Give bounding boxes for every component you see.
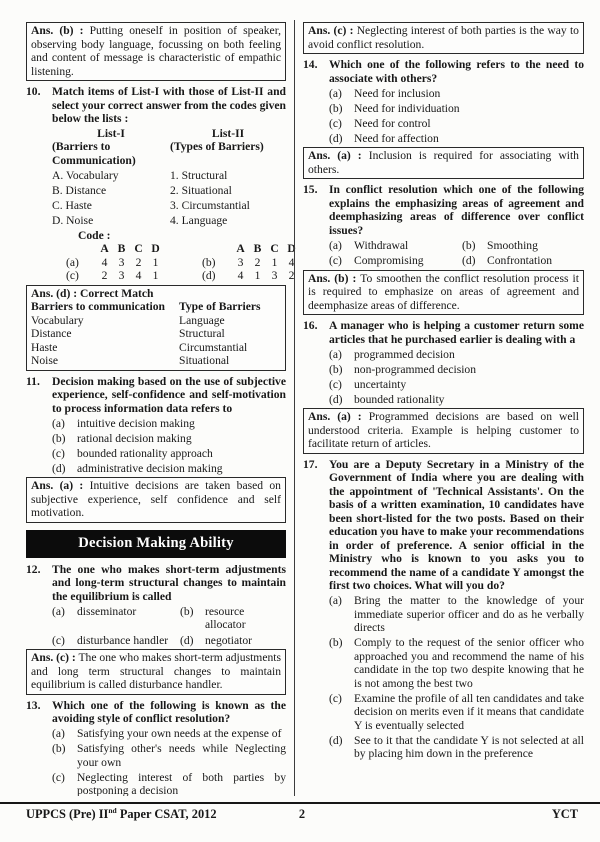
answer-box-q9: [26, 22, 286, 81]
option-key: (c): [52, 446, 65, 460]
option-text: programmed decision: [354, 347, 455, 361]
option-key: (b): [52, 431, 66, 445]
option: [329, 393, 584, 407]
answer-box-q14: [303, 147, 584, 179]
list2-title: List-II: [211, 126, 245, 140]
code-label: Code :: [78, 228, 111, 242]
option: [180, 605, 286, 632]
question-number: 16.: [303, 319, 318, 332]
option: [329, 117, 584, 131]
match-lists: [26, 126, 296, 283]
match-table-row: Distance Structural: [31, 327, 225, 340]
option: [52, 634, 180, 648]
option-key: (a): [52, 604, 65, 618]
answer-label: Ans. (a) :: [308, 410, 362, 423]
options-q14: [303, 87, 584, 146]
question-text: Match items of List-I with those of List-II and select your correct answer from the codes given below the lists :: [52, 85, 286, 125]
question-text: You are a Deputy Secretary in a Ministry of the Government of India where you are dealing with the appointment of 'Technical Assistants'. On the basis of a written examination, 10 candidates have been short-listed for the two posts. Based on their education you have to make your recommendations in order of preference. A senior official in the Ministry who is known to you asks you to recommend the name of a candidate Y amongst the first two choices. What will you do?: [329, 457, 584, 592]
option-text: Compromising: [354, 254, 424, 267]
options-q11: [26, 417, 286, 476]
question-17: [303, 458, 584, 593]
list1-item: A. Vocabulary: [52, 169, 119, 182]
option-key: (a): [52, 727, 65, 740]
list2-item: 3. Circumstantial: [170, 199, 250, 212]
option: [329, 102, 584, 116]
option: [329, 348, 584, 362]
question-number: 12.: [26, 562, 41, 576]
answer-text: Putting oneself in position of speaker, observing body language, focussing on both feeling and content of message is characteristic of empathic listening.: [31, 24, 281, 78]
option: [52, 742, 286, 769]
match-table-row: Haste Circumstantial: [31, 340, 248, 354]
answer-box-q16: [303, 408, 584, 454]
option-text: resource allocator: [205, 604, 246, 631]
question-14: [303, 58, 584, 85]
option-key: (a): [329, 86, 342, 100]
answer-box-q11: [26, 477, 286, 523]
options-q15: [303, 239, 584, 268]
answer-text: The one who makes short-term adjustments and long term structural changes to maintain equilibrium is called disturbance handler.: [31, 651, 281, 691]
option-text: Withdrawal: [354, 238, 409, 252]
question-10: [26, 85, 286, 126]
question-16: [303, 319, 584, 346]
question-text: A manager who is helping a customer return some articles that he purchased earlier is dealing with a: [329, 319, 584, 346]
footer-publisher: YCT: [551, 807, 578, 821]
option: [329, 734, 584, 761]
list1-title: List-I: [97, 126, 125, 140]
option-text: Confrontation: [487, 254, 553, 267]
answer-label: Ans. (d) : Correct Match: [31, 286, 154, 300]
option-key: (b): [462, 238, 476, 252]
match-table-row: Noise Situational: [31, 354, 230, 367]
answer-box-q15: [303, 270, 584, 316]
option-key: (c): [329, 254, 342, 267]
option: [329, 87, 584, 101]
option-text: administrative decision making: [77, 461, 223, 475]
option-key: (b): [329, 101, 343, 115]
list2-subtitle: (Types of Barriers): [170, 140, 264, 153]
options-q16: [303, 348, 584, 407]
code-row-a-b: [52, 255, 295, 270]
option-key: (d): [329, 733, 343, 747]
option: [52, 605, 180, 632]
option: [329, 636, 584, 690]
match-table-row: Vocabulary Language: [31, 313, 225, 327]
question-text: The one who makes short-term adjustments and long-term structural changes to maintain the equilibrium is called: [52, 562, 286, 603]
answer-label: Ans. (a) :: [31, 479, 84, 492]
answer-text: Intuitive decisions are taken based on subjective experience, self confidence and self motivation.: [31, 479, 281, 519]
option-text: bounded rationality: [354, 392, 445, 406]
two-column-layout: [26, 20, 584, 796]
option-text: disturbance handler: [77, 633, 169, 647]
answer-label: Ans. (b) :: [308, 271, 357, 285]
page-number: 2: [298, 807, 306, 821]
option: [329, 254, 462, 268]
code-option-b: (b) 3 2 1 4: [202, 255, 295, 269]
list-items: [52, 169, 286, 228]
footer-superscript: nd: [108, 805, 117, 815]
option-text: Examine the profile of all ten candidates and take decision on merits even if it means that candidate Y is eventually selected: [354, 691, 584, 732]
code-option-a: (a) 4 3 2 1: [66, 255, 159, 269]
right-column: [294, 20, 584, 796]
option: [329, 594, 584, 635]
option-key: (c): [329, 691, 342, 705]
list-subtitles-2: [52, 154, 286, 168]
page-footer: [0, 802, 600, 822]
option-key: (c): [329, 377, 342, 391]
option-key: (b): [329, 636, 343, 649]
option-text: Need for affection: [354, 131, 439, 145]
footer-paper-title: UPPCS (Pre) IInd Paper CSAT, 2012: [26, 805, 217, 821]
option-key: (b): [329, 362, 343, 376]
answer-text: Inclusion is required for associating with others.: [308, 149, 579, 176]
option-text: negotiator: [205, 633, 253, 647]
option-text: Neglecting interest of both parties by postponing a decision: [77, 770, 286, 796]
option-text: bounded rationality approach: [77, 446, 213, 460]
list1-item: D. Noise: [52, 214, 94, 227]
question-text: Decision making based on the use of subjective experience, self-confidence and self-motivation to process information data refers to: [52, 374, 286, 415]
question-number: 13.: [26, 698, 41, 712]
option: [52, 432, 286, 446]
option: [329, 239, 462, 253]
code-option-c: (c) 2 3 4 1: [66, 269, 159, 282]
option-key: (d): [329, 392, 343, 406]
option: [52, 417, 286, 431]
option: [329, 378, 584, 392]
question-number: 10.: [26, 85, 41, 98]
option-key: (c): [52, 770, 65, 784]
code-header-row: [52, 242, 296, 256]
option-key: (d): [180, 633, 194, 647]
code-option-d: (d) 4 1 3 2: [202, 269, 295, 282]
code-header-group-1: A B C D: [100, 242, 160, 255]
option: [329, 692, 584, 733]
answer-label: Ans. (b) :: [31, 24, 84, 37]
question-number: 17.: [303, 457, 318, 471]
answer-label: Ans. (c) :: [31, 651, 76, 664]
question-number: 11.: [26, 374, 40, 388]
list2-item: 1. Structural: [170, 169, 228, 182]
left-column: [26, 20, 294, 796]
option-text: Satisfying your own needs at the expense of: [77, 727, 282, 740]
option-key: (c): [52, 633, 65, 647]
option-text: non-programmed decision: [354, 362, 477, 376]
option-key: (d): [462, 254, 476, 267]
section-banner: Decision Making Ability: [26, 530, 286, 558]
option: [52, 462, 286, 476]
list2-item: 4. Language: [170, 214, 228, 227]
option-text: Need for inclusion: [354, 86, 441, 100]
option-text: See to it that the candidate Y is not selected at all by placing him down in the preference: [354, 733, 584, 760]
question-text: In conflict resolution which one of the following explains the emphasizing areas of agreement and deemphasizing areas of difference over conflict issues?: [329, 183, 584, 237]
option-key: (a): [329, 238, 342, 252]
match-table-header: Barriers to communication Type of Barriers: [31, 300, 261, 313]
code-row-c-d: [52, 269, 295, 283]
question-12: [26, 563, 286, 604]
option-text: Smoothing: [487, 238, 538, 252]
question-number: 15.: [303, 183, 318, 196]
answer-label: Ans. (c) :: [308, 24, 354, 37]
option: [52, 771, 286, 797]
answer-text: Programmed decisions are based on well understood criteria. Example is helping customer to facilitate return of articles.: [308, 410, 579, 450]
option-key: (d): [52, 461, 66, 475]
answer-text: To smoothen the conflict resolution process it is required to emphasize on areas of agreement and deemphasize areas of difference.: [308, 271, 579, 312]
answer-text: Neglecting interest of both parties is the way to avoid conflict resolution.: [308, 24, 579, 51]
option-text: disseminator: [77, 604, 137, 618]
list1-subtitle-line2: Communication): [52, 153, 136, 167]
option-text: rational decision making: [77, 431, 192, 445]
option-text: Bring the matter to the knowledge of your immediate superior officer and do as he verbally directs: [354, 594, 584, 634]
option: [180, 634, 286, 648]
question-text: Which one of the following is known as the avoiding style of conflict resolution?: [52, 698, 286, 725]
option: [329, 132, 584, 146]
option: [52, 727, 286, 741]
option-text: intuitive decision making: [77, 416, 195, 430]
question-11: [26, 375, 286, 416]
option: [52, 447, 286, 461]
list2-item: 2. Situational: [170, 184, 232, 197]
option-text: Need for individuation: [354, 101, 460, 115]
option-key: (b): [180, 604, 194, 618]
option: [329, 363, 584, 377]
answer-label: Ans. (a) :: [308, 149, 362, 162]
list1-item: C. Haste: [52, 199, 92, 212]
option-key: (d): [329, 131, 343, 145]
option-key: (a): [329, 594, 342, 607]
question-text: Which one of the following refers to the need to associate with others?: [329, 58, 584, 85]
question-15: [303, 183, 584, 237]
list-titles: [52, 127, 286, 141]
option-text: Comply to the request of the senior officer who approached you and recommend the name of his candidate in the top two despite knowing that he is not among the best two: [354, 636, 584, 690]
option-text: uncertainty: [354, 377, 407, 391]
option-key: (a): [52, 416, 65, 430]
option-key: (c): [329, 116, 342, 130]
list1-item: B. Distance: [52, 184, 107, 197]
options-q12: [26, 605, 286, 648]
option-text: Need for control: [354, 116, 431, 130]
option-key: (a): [329, 347, 342, 361]
option: [462, 254, 584, 268]
option: [462, 239, 584, 253]
option-text: Satisfying other's needs while Neglecting your own: [77, 742, 286, 769]
question-number: 14.: [303, 58, 318, 71]
list1-subtitle-line1: (Barriers to: [52, 140, 111, 153]
option-key: (b): [52, 742, 66, 755]
list-subtitles: [52, 140, 286, 154]
options-q13: [26, 727, 286, 796]
options-q17: [303, 594, 584, 761]
question-13: [26, 699, 286, 726]
code-header-group-2: A B C D: [236, 242, 296, 255]
answer-box-q10: [26, 285, 286, 371]
answer-box-q12: [26, 649, 286, 695]
answer-box-q13: [303, 22, 584, 54]
